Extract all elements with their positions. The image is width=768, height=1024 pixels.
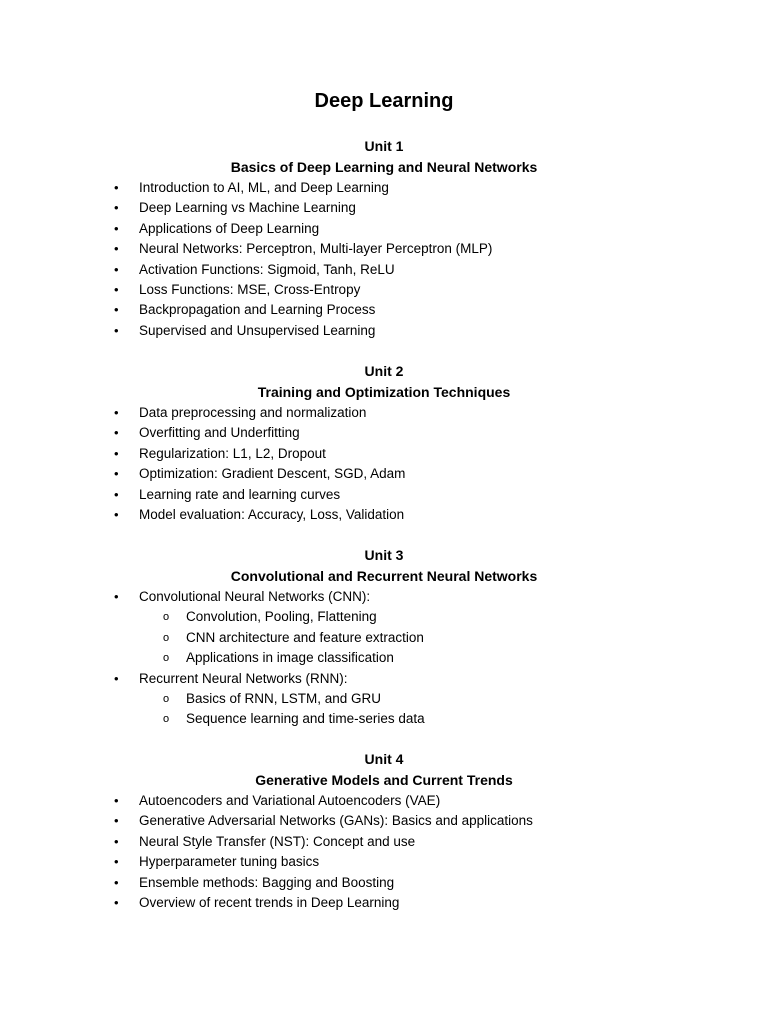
bullet-icon: •	[114, 895, 119, 911]
list-item	[0, 505, 768, 525]
list-item-text: Ensemble methods: Bagging and Boosting	[139, 874, 395, 890]
unit-subtitle: Training and Optimization Techniques	[257, 384, 511, 400]
sub-list-item-text: Convolution, Pooling, Flattening	[186, 609, 377, 625]
list-item-text: Data preprocessing and normalization	[139, 405, 367, 420]
sub-list-item	[139, 689, 768, 709]
list-item	[0, 444, 768, 464]
list-item	[0, 873, 768, 893]
list-item-text: Introduction to AI, ML, and Deep Learning	[139, 180, 389, 195]
bullet-icon: •	[114, 670, 119, 686]
sub-list-item-text: Sequence learning and time-series data	[186, 711, 425, 727]
list-item	[0, 260, 768, 280]
circle-bullet-icon: o	[163, 652, 170, 665]
unit-subtitle: Convolutional and Recurrent Neural Networks	[230, 568, 538, 584]
bullet-icon: •	[114, 220, 119, 236]
list-item-text: Model evaluation: Accuracy, Loss, Validation	[139, 507, 405, 523]
list-item-text: Neural Networks: Perceptron, Multi-layer Perceptron (MLP)	[139, 241, 493, 257]
bullet-icon: •	[114, 793, 119, 808]
document-title: Deep Learning	[314, 90, 454, 112]
list-item	[0, 403, 768, 423]
bullet-icon: •	[114, 486, 119, 502]
bullet-icon: •	[114, 302, 119, 318]
bullet-icon: •	[114, 874, 119, 890]
bullet-icon: •	[114, 405, 119, 420]
sub-topic-list	[139, 607, 768, 668]
unit-3-section	[0, 545, 768, 730]
bullet-icon: •	[114, 466, 119, 482]
list-item-text: Overview of recent trends in Deep Learning	[139, 895, 400, 911]
bullet-icon: •	[114, 589, 119, 604]
list-item-text: Regularization: L1, L2, Dropout	[139, 445, 326, 461]
bullet-icon: •	[114, 200, 119, 216]
list-item	[0, 893, 768, 913]
bullet-icon: •	[114, 507, 119, 523]
sub-list-item-text: Applications in image classification	[186, 650, 394, 666]
list-item	[0, 280, 768, 300]
unit-label: Unit 3	[364, 547, 404, 563]
unit-label: Unit 4	[364, 751, 404, 767]
bullet-icon: •	[114, 322, 119, 338]
list-item	[0, 852, 768, 872]
unit-2-section	[0, 361, 768, 525]
list-item-text: Neural Style Transfer (NST): Concept and use	[139, 833, 416, 849]
list-item	[0, 485, 768, 505]
list-item	[0, 587, 768, 669]
list-item-text: Generative Adversarial Networks (GANs): Basics and applications	[139, 813, 533, 829]
bullet-icon: •	[114, 445, 119, 461]
circle-bullet-icon: o	[163, 693, 170, 706]
list-item	[0, 791, 768, 811]
unit-label: Unit 1	[364, 138, 404, 154]
unit-1-section	[0, 136, 768, 341]
sub-list-item	[139, 607, 768, 627]
list-item-text: Applications of Deep Learning	[139, 220, 320, 236]
bullet-icon: •	[114, 261, 119, 277]
list-item	[0, 321, 768, 341]
topic-list	[0, 791, 768, 913]
circle-bullet-icon: o	[163, 611, 170, 624]
list-item	[0, 464, 768, 484]
list-item	[0, 239, 768, 259]
sub-list-item	[139, 628, 768, 648]
unit-subtitle: Basics of Deep Learning and Neural Networks	[230, 159, 538, 175]
list-item-text: Learning rate and learning curves	[139, 486, 341, 502]
bullet-icon: •	[114, 282, 119, 298]
bullet-icon: •	[114, 241, 119, 257]
list-item	[0, 178, 768, 198]
list-item-text: Optimization: Gradient Descent, SGD, Adam	[139, 466, 406, 482]
list-item	[0, 219, 768, 239]
list-item	[0, 198, 768, 218]
list-item-text: Backpropagation and Learning Process	[139, 302, 376, 318]
list-item	[0, 811, 768, 831]
circle-bullet-icon: o	[163, 631, 170, 644]
sub-topic-list	[139, 689, 768, 730]
bullet-icon: •	[114, 854, 119, 870]
bullet-icon: •	[114, 180, 119, 195]
circle-bullet-icon: o	[163, 713, 170, 726]
topic-list	[0, 178, 768, 341]
sub-list-item	[139, 648, 768, 668]
list-item-text: Autoencoders and Variational Autoencoders (VAE)	[139, 793, 441, 808]
list-item-text: Deep Learning vs Machine Learning	[139, 200, 356, 216]
sub-list-item	[139, 709, 768, 729]
list-item	[0, 300, 768, 320]
bullet-icon: •	[114, 833, 119, 849]
unit-4-section	[0, 749, 768, 913]
list-item	[0, 832, 768, 852]
unit-subtitle: Generative Models and Current Trends	[255, 772, 513, 788]
list-item-text: Supervised and Unsupervised Learning	[139, 322, 376, 338]
topic-list	[0, 587, 768, 730]
sub-list-item-text: Basics of RNN, LSTM, and GRU	[186, 691, 382, 707]
list-item-text: Loss Functions: MSE, Cross-Entropy	[139, 282, 361, 298]
list-item-text: Convolutional Neural Networks (CNN):	[139, 589, 371, 604]
list-item-text: Overfitting and Underfitting	[139, 425, 300, 441]
bullet-icon: •	[114, 813, 119, 829]
list-item-text: Hyperparameter tuning basics	[139, 854, 320, 870]
list-item-text: Activation Functions: Sigmoid, Tanh, ReLU	[139, 261, 395, 277]
sub-list-item-text: CNN architecture and feature extraction	[186, 629, 424, 645]
list-item-text: Recurrent Neural Networks (RNN):	[139, 670, 348, 686]
list-item	[0, 669, 768, 730]
topic-list	[0, 403, 768, 525]
unit-label: Unit 2	[364, 363, 404, 379]
list-item	[0, 423, 768, 443]
bullet-icon: •	[114, 425, 119, 441]
